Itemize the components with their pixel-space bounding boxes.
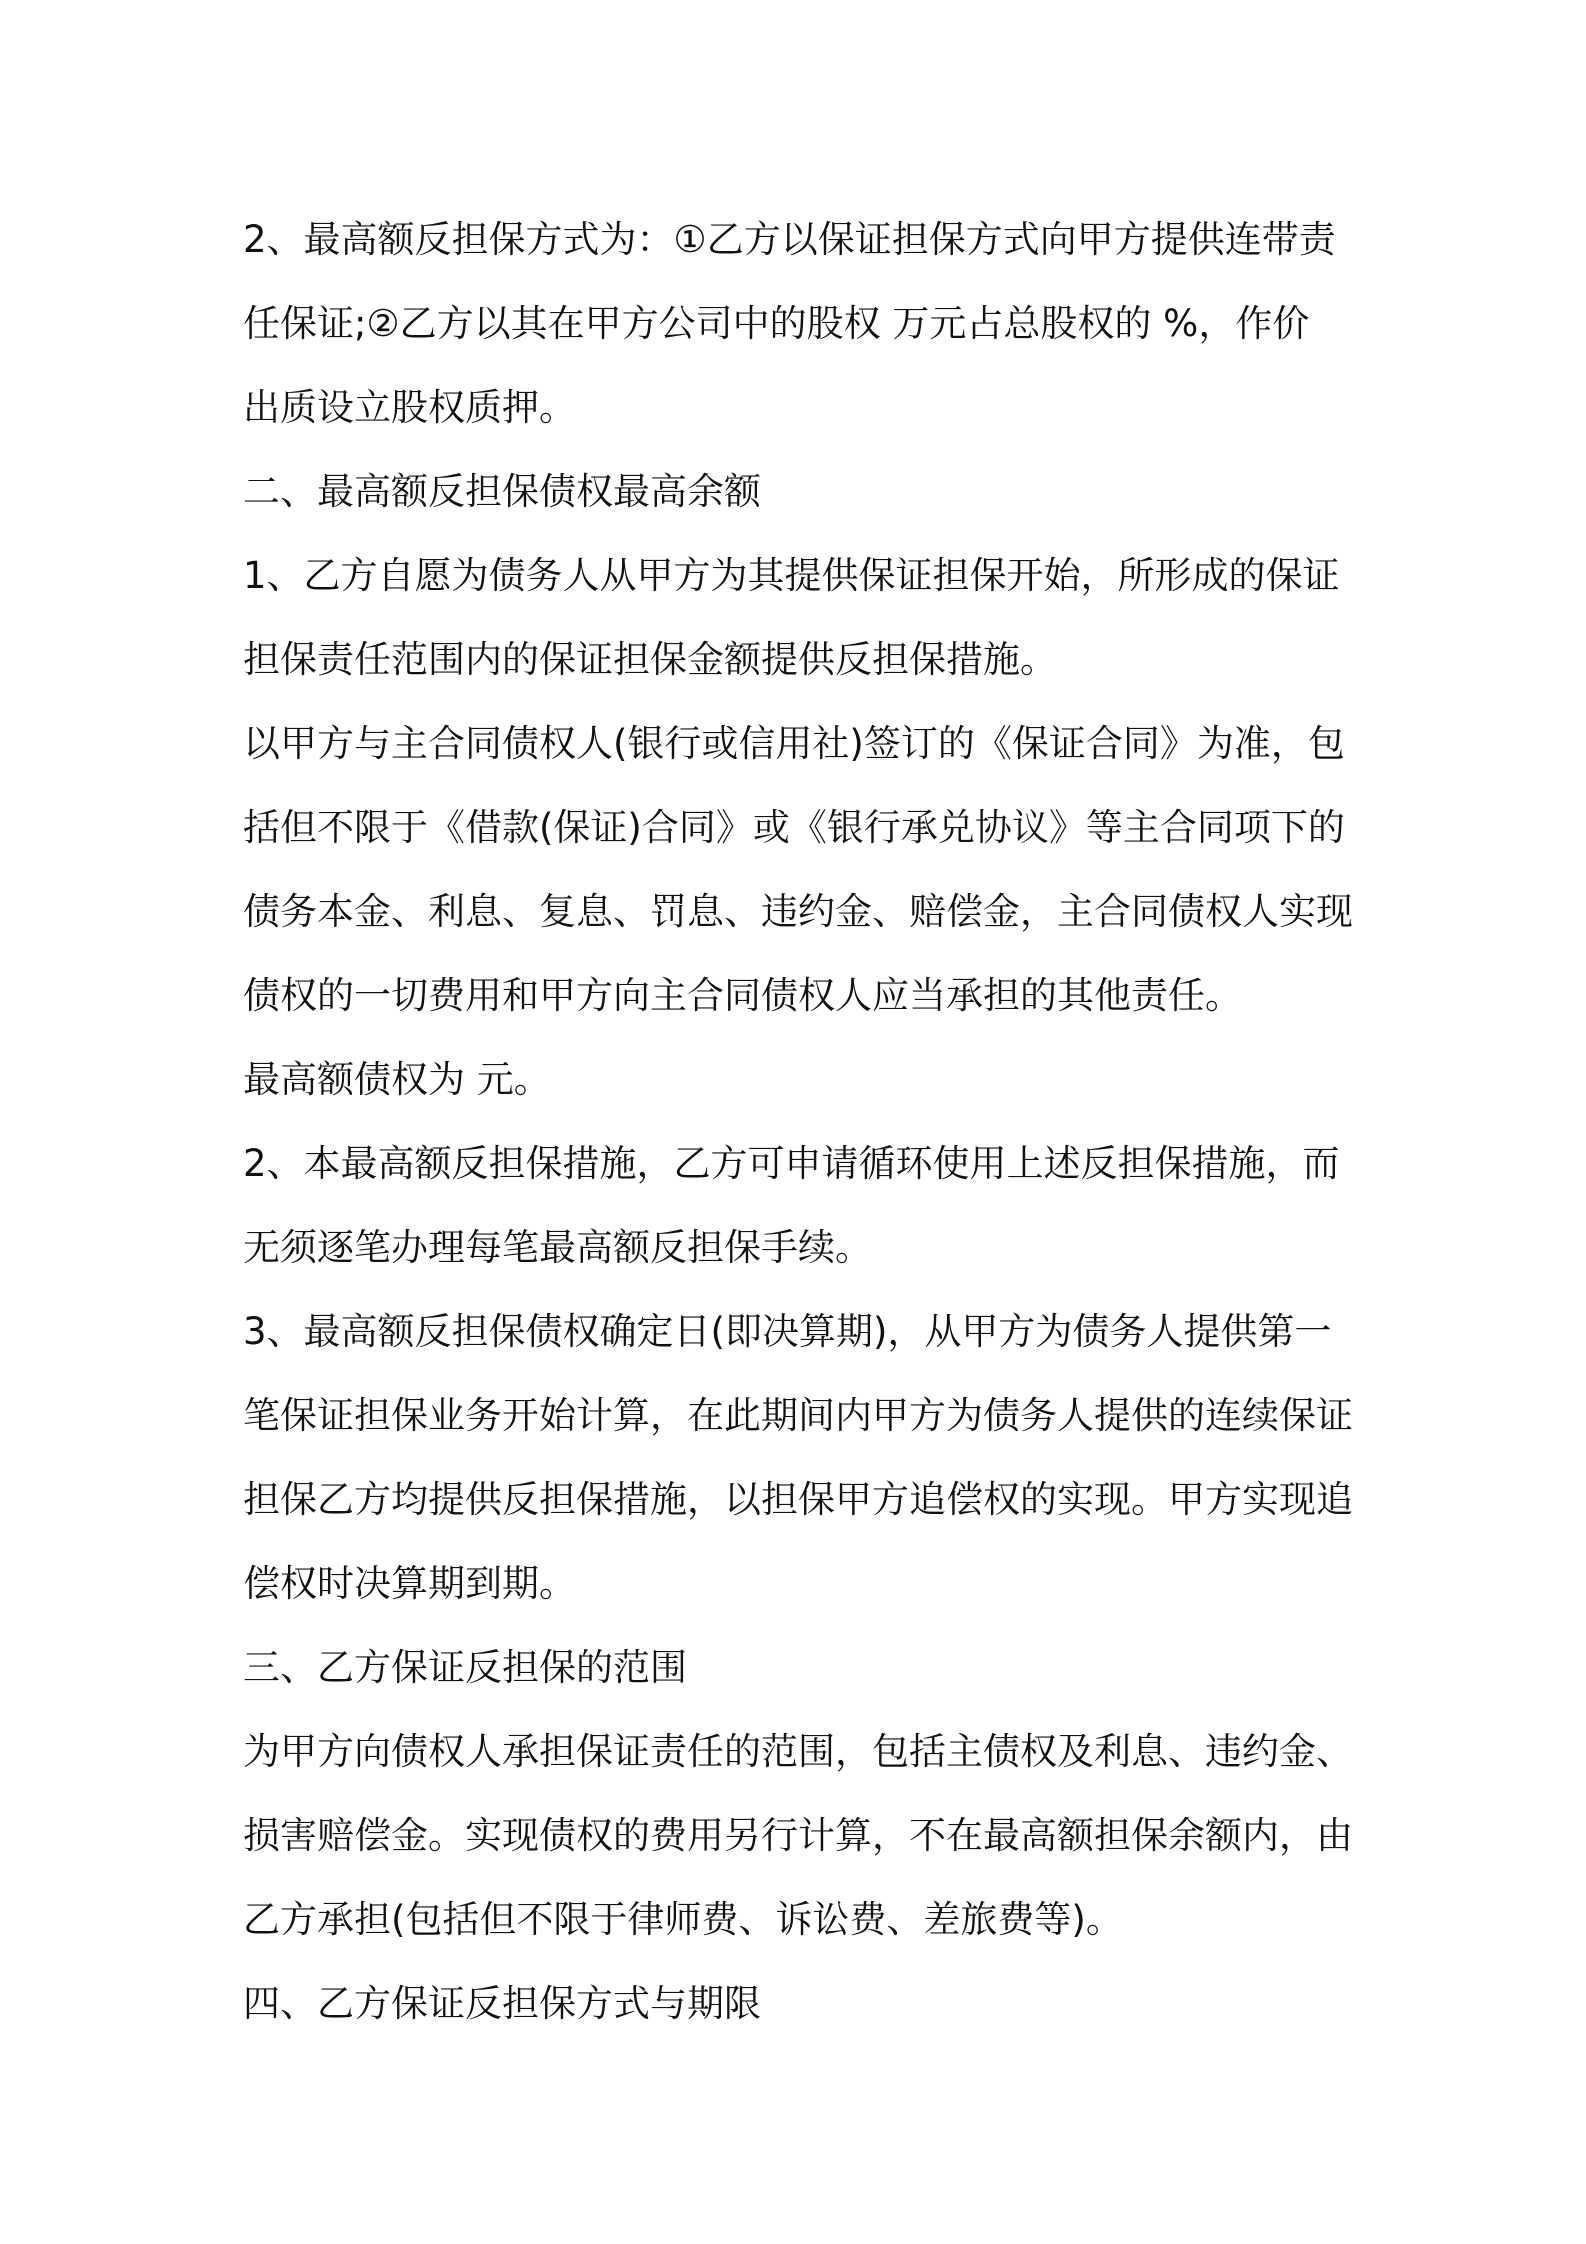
section-heading: 二、最高额反担保债权最高余额 [243, 470, 761, 513]
document-body [243, 198, 1363, 2046]
paragraph-line: 2、最高额反担保方式为：①乙方以保证担保方式向甲方提供连带责 [243, 218, 1336, 261]
paragraph-line: 以甲方与主合同债权人(银行或信用社)签订的《保证合同》为准，包 [243, 722, 1345, 765]
paragraph-line: 2、本最高额反担保措施，乙方可申请循环使用上述反担保措施，而 [243, 1142, 1340, 1185]
paragraph-line: 债权的一切费用和甲方向主合同债权人应当承担的其他责任。 [243, 974, 1242, 1017]
paragraph-line: 3、最高额反担保债权确定日(即决算期)，从甲方为债务人提供第一 [243, 1310, 1332, 1353]
paragraph-line: 出质设立股权质押。 [243, 386, 576, 429]
paragraph-line: 括但不限于《借款(保证)合同》或《银行承兑协议》等主合同项下的 [243, 806, 1345, 849]
paragraph-line: 为甲方向债权人承担保证责任的范围，包括主债权及利息、违约金、 [243, 1730, 1353, 1773]
paragraph-line: 无须逐笔办理每笔最高额反担保手续。 [243, 1226, 872, 1269]
paragraph-line: 担保乙方均提供反担保措施，以担保甲方追偿权的实现。甲方实现追 [243, 1478, 1353, 1521]
paragraph-line: 担保责任范围内的保证担保金额提供反担保措施。 [243, 638, 1057, 681]
paragraph-line: 偿权时决算期到期。 [243, 1562, 576, 1605]
paragraph-line: 1、乙方自愿为债务人从甲方为其提供保证担保开始，所形成的保证 [243, 554, 1340, 597]
paragraph-line: 任保证;②乙方以其在甲方公司中的股权 万元占总股权的 %，作价 [243, 302, 1310, 345]
section-heading: 四、乙方保证反担保方式与期限 [243, 1982, 761, 2025]
paragraph-line: 最高额债权为 元。 [243, 1058, 551, 1101]
paragraph-line: 损害赔偿金。实现债权的费用另行计算，不在最高额担保余额内，由 [243, 1814, 1353, 1857]
paragraph-line: 笔保证担保业务开始计算，在此期间内甲方为债务人提供的连续保证 [243, 1394, 1353, 1437]
paragraph-line: 债务本金、利息、复息、罚息、违约金、赔偿金，主合同债权人实现 [243, 890, 1353, 933]
paragraph-line: 乙方承担(包括但不限于律师费、诉讼费、差旅费等)。 [243, 1898, 1123, 1941]
section-heading: 三、乙方保证反担保的范围 [243, 1646, 687, 1689]
